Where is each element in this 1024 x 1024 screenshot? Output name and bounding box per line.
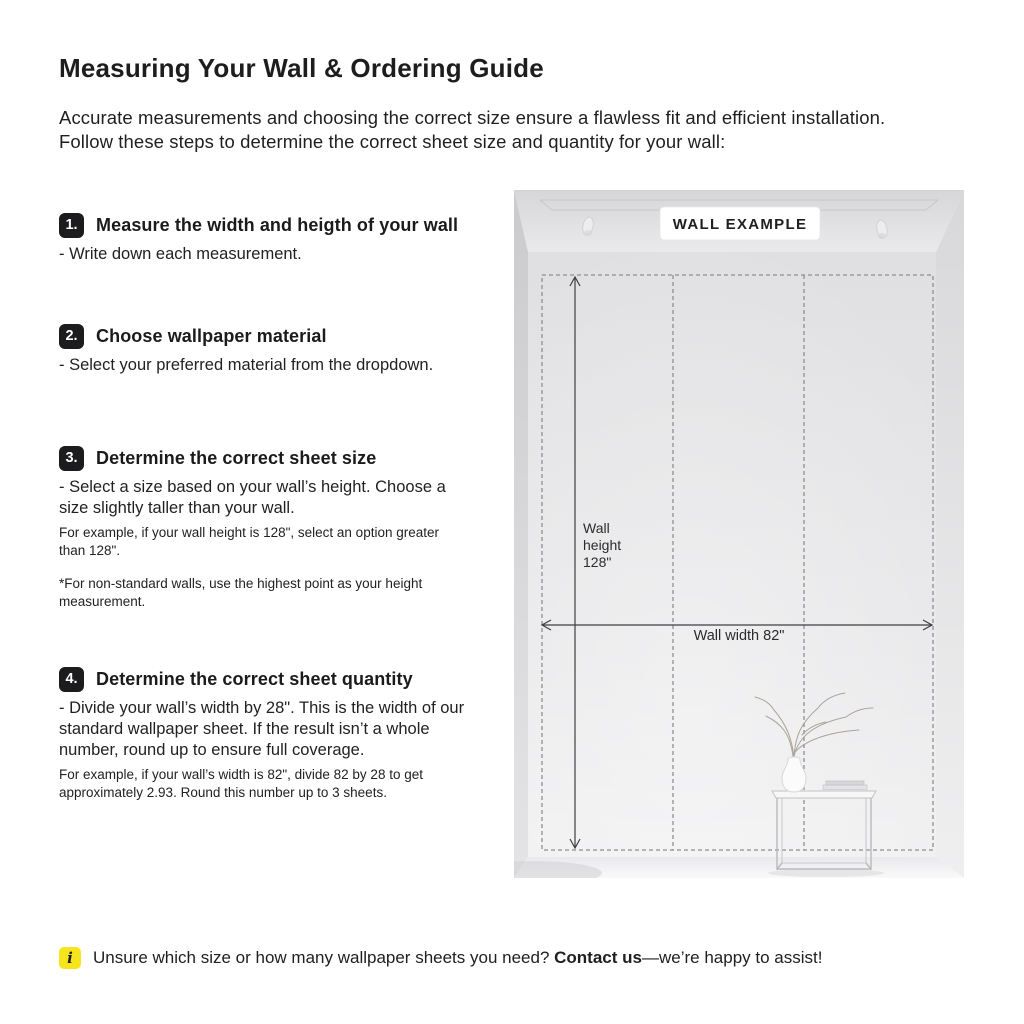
step-3-footnote: [59, 575, 529, 610]
step-1-body-line: - Write down each measurement.: [59, 245, 302, 263]
step-4-body-line: - Divide your wall’s width by 28". This is the width of our: [59, 699, 465, 717]
help-note-before: Unsure which size or how many wallpaper sheets you need?: [93, 948, 555, 967]
step-3-body-line: - Select a size based on your wall’s height. Choose a: [59, 478, 446, 496]
intro-paragraph: [59, 106, 1004, 154]
svg-text:Wall: Wall: [583, 520, 610, 536]
step-4-body-line: standard wallpaper sheet. If the result isn’t a whole: [59, 720, 430, 738]
step-4-example: [59, 766, 529, 801]
step-3-example-line: than 128".: [59, 542, 121, 558]
room-scene: [514, 190, 964, 878]
step-3-heading: Determine the correct sheet size: [96, 447, 377, 468]
help-note: [59, 946, 822, 970]
step-1-body: [59, 244, 529, 265]
step-4-sheet-quantity: [59, 666, 529, 801]
contact-us-link[interactable]: Contact us: [554, 948, 642, 967]
step-3-number-badge: 3.: [59, 446, 84, 471]
books-stack: [823, 781, 867, 790]
step-3-example-line: For example, if your wall height is 128", select an option greater: [59, 525, 439, 540]
intro-line: Follow these steps to determine the correct sheet size and quantity for your wall:: [59, 131, 726, 152]
wall-example-label: WALL EXAMPLE: [672, 216, 808, 233]
step-1-number-badge: 1.: [59, 213, 84, 238]
step-4-heading: Determine the correct sheet quantity: [96, 668, 413, 689]
step-1-heading: Measure the width and heigth of your wall: [96, 214, 459, 235]
step-3-footnote-line: *For non-standard walls, use the highest point as your height: [59, 576, 423, 591]
step-2-heading: Choose wallpaper material: [96, 325, 327, 346]
step-2-body: [59, 355, 529, 376]
step-3-header: [59, 445, 529, 471]
step-2-body-line: - Select your preferred material from the dropdown.: [59, 356, 434, 374]
step-4-number-badge: 4.: [59, 667, 84, 692]
step-4-body-line: number, round up to ensure full coverage.: [59, 741, 365, 759]
svg-text:128": 128": [583, 554, 612, 570]
wall-width-label: Wall width 82": [693, 628, 785, 644]
room-right-wall: [936, 190, 964, 878]
help-note-after: —we’re happy to assist!: [641, 948, 823, 967]
help-note-text: [93, 946, 822, 970]
step-2-choose-material: [59, 323, 529, 376]
step-2-number-badge: 2.: [59, 324, 84, 349]
step-3-sheet-size: [59, 445, 529, 610]
info-icon: i: [59, 947, 81, 969]
step-3-example: [59, 524, 529, 559]
step-3-body-line: size slightly taller than your wall.: [59, 499, 295, 517]
wall-example-badge: [660, 207, 820, 240]
step-3-body: [59, 477, 529, 519]
step-1-measure-wall: [59, 212, 529, 265]
room-left-wall: [514, 190, 528, 878]
step-4-example-line: approximately 2.93. Round this number up to 3 sheets.: [59, 784, 387, 800]
svg-text:height: height: [583, 537, 622, 553]
page-title: Measuring Your Wall & Ordering Guide: [59, 53, 544, 83]
step-1-header: [59, 212, 529, 238]
table-shadow: [768, 869, 884, 877]
step-4-body: [59, 698, 529, 761]
step-4-header: [59, 666, 529, 692]
step-3-footnote-line: measurement.: [59, 593, 146, 609]
step-4-example-line: For example, if your wall’s width is 82", divide 82 by 28 to get: [59, 767, 423, 782]
wall-example-image: [514, 190, 964, 878]
intro-line: Accurate measurements and choosing the correct size ensure a flawless fit and efficient installation.: [59, 107, 886, 128]
step-2-header: [59, 323, 529, 349]
